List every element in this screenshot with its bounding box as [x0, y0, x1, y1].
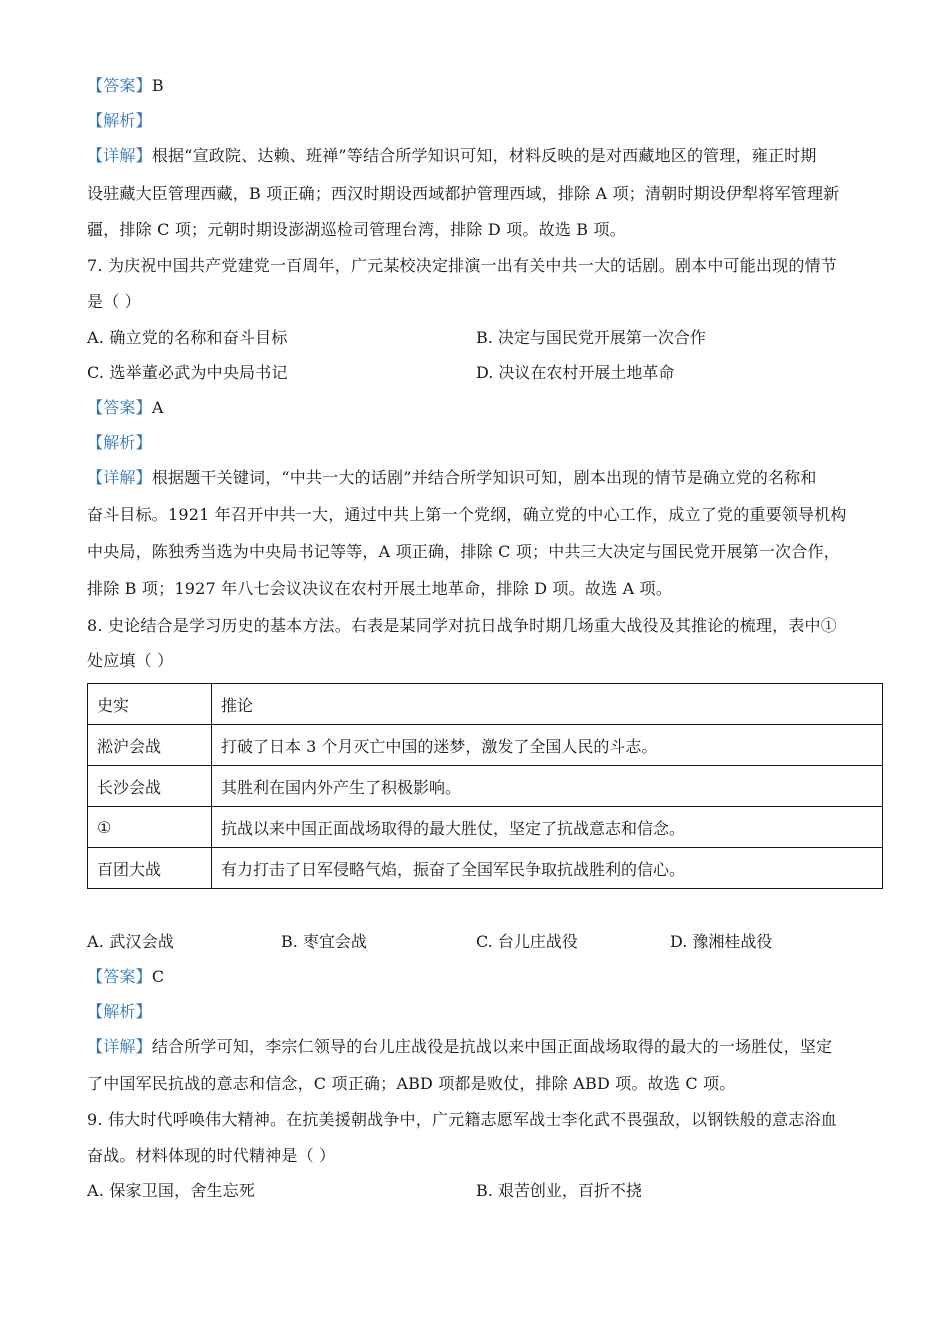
analysis-tag: 【解析】 [87, 433, 152, 452]
q7-option-c: C. 选举董必武为中央局书记 [87, 363, 288, 382]
table-cell: 长沙会战 [88, 766, 212, 807]
q8-stem-line-1: 8. 史论结合是学习历史的基本方法。右表是某同学对抗日战争时期几场重大战役及其推论的梳理，表中① [87, 616, 837, 635]
q6-detail-line-3: 疆，排除 C 项；元朝时期设澎湖巡检司管理台湾，排除 D 项。故选 B 项。 [87, 220, 626, 239]
table-row [88, 766, 883, 807]
detail-tag: 【详解】 [87, 468, 152, 487]
q7-detail-line-2: 奋斗目标。1921 年召开中共一大，通过中共上第一个党纲，确立党的中心工作，成立了党的重要领导机构 [87, 505, 847, 524]
q6-detail-line-2: 设驻藏大臣管理西藏，B 项正确；西汉时期设西域都护管理西域，排除 A 项；清朝时期设伊犁将军管理新 [87, 184, 840, 203]
table-row [88, 848, 883, 889]
answer-value: B [151, 76, 164, 95]
analysis-tag: 【解析】 [87, 111, 152, 130]
answer-tag: 【答案】 [87, 967, 152, 986]
q7-option-b: B. 决定与国民党开展第一次合作 [476, 328, 706, 347]
analysis-tag: 【解析】 [87, 1002, 152, 1021]
q8-option-b: B. 枣宜会战 [281, 932, 367, 951]
q6-analysis-line [87, 111, 152, 131]
q7-detail-line-4: 排除 B 项；1927 年八七会议决议在农村开展土地革命，排除 D 项。故选 A 项。 [87, 579, 673, 598]
q7-detail-line-3: 中央局，陈独秀当选为中央局书记等等，A 项正确，排除 C 项；中共三大决定与国民党开展第一次合作， [87, 542, 840, 561]
q7-stem-line-1: 7. 为庆祝中国共产党建党一百周年，广元某校决定排演一出有关中共一大的话剧。剧本中可能出现的情节 [87, 256, 837, 275]
q8-option-c: C. 台儿庄战役 [476, 932, 578, 951]
q7-stem-line-2: 是（ ） [87, 292, 141, 311]
q9-stem-line-2: 奋战。材料体现的时代精神是（ ） [87, 1146, 336, 1165]
table-header-cell: 史实 [88, 684, 212, 725]
detail-text: 根据题干关键词，“中共一大的话剧”并结合所学知识可知，剧本出现的情节是确立党的名称和 [151, 468, 817, 487]
q9-option-a: A. 保家卫国，舍生忘死 [87, 1181, 256, 1200]
q7-option-d: D. 决议在农村开展土地革命 [476, 363, 675, 382]
detail-tag: 【详解】 [87, 1037, 152, 1056]
table-cell: 有力打击了日军侵略气焰，振奋了全国军民争取抗战胜利的信心。 [212, 848, 883, 889]
q8-detail-line-1 [87, 1037, 832, 1057]
table-cell: 淞沪会战 [88, 725, 212, 766]
q6-detail-line-1 [87, 146, 817, 166]
answer-tag: 【答案】 [87, 76, 152, 95]
detail-text: 根据“宣政院、达赖、班禅”等结合所学知识可知，材料反映的是对西藏地区的管理，雍正时期 [151, 146, 817, 165]
q9-stem-line-1: 9. 伟大时代呼唤伟大精神。在抗美援朝战争中，广元籍志愿军战士李化武不畏强敌，以钢铁般的意志浴血 [87, 1110, 837, 1129]
q7-detail-line-1 [87, 468, 817, 488]
answer-tag: 【答案】 [87, 398, 152, 417]
q8-stem-line-2: 处应填（ ） [87, 651, 174, 670]
detail-tag: 【详解】 [87, 146, 152, 165]
q7-answer-line [87, 398, 164, 418]
q7-option-a: A. 确立党的名称和奋斗目标 [87, 328, 288, 347]
q8-battle-table [87, 683, 883, 889]
table-cell: 其胜利在国内外产生了积极影响。 [212, 766, 883, 807]
q7-analysis-line [87, 433, 152, 453]
q6-answer-line [87, 76, 164, 96]
q8-option-a: A. 武汉会战 [87, 932, 175, 951]
answer-value: A [151, 398, 164, 417]
table-row [88, 725, 883, 766]
table-header-cell: 推论 [212, 684, 883, 725]
table-cell: 打破了日本 3 个月灭亡中国的迷梦，激发了全国人民的斗志。 [212, 725, 883, 766]
table-cell: ① [88, 807, 212, 848]
table-cell: 百团大战 [88, 848, 212, 889]
q8-option-d: D. 豫湘桂战役 [670, 932, 773, 951]
detail-text: 结合所学可知，李宗仁领导的台儿庄战役是抗战以来中国正面战场取得的最大的一场胜仗，坚定 [151, 1037, 833, 1056]
table-cell: 抗战以来中国正面战场取得的最大胜仗，坚定了抗战意志和信念。 [212, 807, 883, 848]
q9-option-b: B. 艰苦创业，百折不挠 [476, 1181, 642, 1200]
q8-detail-line-2: 了中国军民抗战的意志和信念，C 项正确；ABD 项都是败仗，排除 ABD 项。故选 C 项。 [87, 1074, 736, 1093]
answer-value: C [151, 967, 165, 986]
table-row [88, 807, 883, 848]
q8-analysis-line [87, 1002, 152, 1022]
q8-answer-line [87, 967, 164, 987]
table-header-row [88, 684, 883, 725]
